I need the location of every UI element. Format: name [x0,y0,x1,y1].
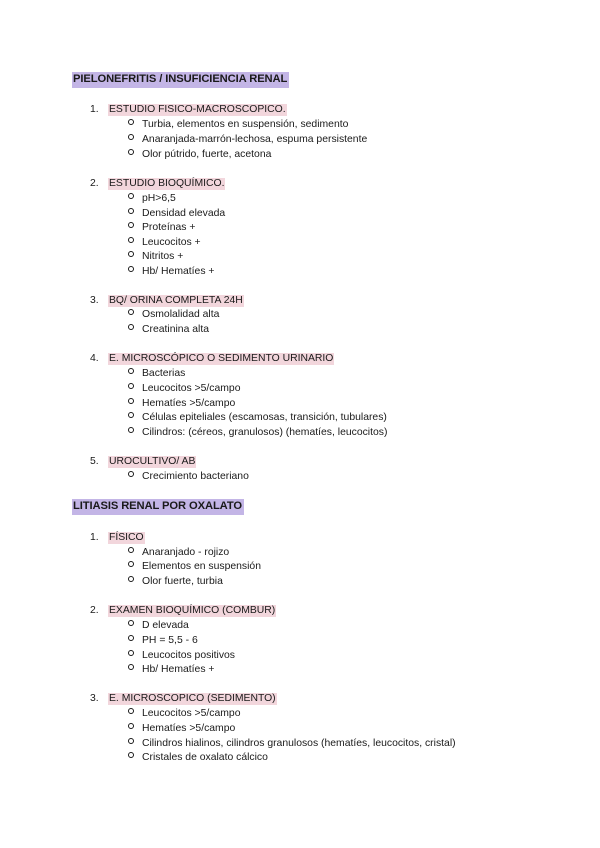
item-label: EXAMEN BIOQUÍMICO (COMBUR) [109,605,276,616]
list-item [128,192,176,205]
item-heading [90,692,277,705]
list-item-text: Turbia, elementos en suspensión, sedimento [142,119,349,130]
item-heading [90,177,225,190]
list-item-text: Cristales de oxalato cálcico [142,752,268,763]
item-label: ESTUDIO FISICO-MACROSCOPICO. [109,104,286,115]
list-item [128,560,261,573]
circle-bullet-icon [128,149,134,155]
section-title-pielonefritis: PIELONEFRITIS / INSUFICIENCIA RENAL [72,72,289,88]
item-label: BQ/ ORINA COMPLETA 24H [109,295,243,306]
list-item [128,133,367,146]
circle-bullet-icon [128,723,134,729]
list-item [128,634,198,647]
list-item [128,265,214,278]
list-item-text: Leucocitos positivos [142,650,235,661]
item-heading [90,103,287,116]
item-number: 2. [90,605,99,616]
circle-bullet-icon [128,471,134,477]
item-label: E. MICROSCOPICO (SEDIMENTO) [109,693,276,704]
list-item [128,308,219,321]
list-item-text: Densidad elevada [142,208,226,219]
circle-bullet-icon [128,752,134,758]
list-item-text: Elementos en suspensión [142,561,261,572]
circle-bullet-icon [128,237,134,243]
list-item [128,619,189,632]
circle-bullet-icon [128,251,134,257]
item-number: 2. [90,178,99,189]
list-item-text: Olor fuerte, turbia [142,576,223,587]
circle-bullet-icon [128,208,134,214]
circle-bullet-icon [128,708,134,714]
item-heading [90,531,145,544]
list-item [128,118,348,131]
list-item-text: Hematíes >5/campo [142,398,236,409]
list-item [128,737,456,750]
item-number: 3. [90,693,99,704]
list-item-text: Olor pútrido, fuerte, acetona [142,149,272,160]
list-item-text: Células epiteliales (escamosas, transición, tubulares) [142,412,387,423]
item-heading [90,352,334,365]
list-item [128,382,240,395]
item-label: FÍSICO [109,532,144,543]
circle-bullet-icon [128,561,134,567]
list-item [128,575,223,588]
list-item [128,663,214,676]
item-number: 1. [90,532,99,543]
list-item-text: Leucocitos >5/campo [142,383,241,394]
list-item-text: Hematíes >5/campo [142,723,236,734]
list-item [128,411,387,424]
item-heading [90,604,276,617]
circle-bullet-icon [128,620,134,626]
list-item [128,470,249,483]
section-title-litiasis: LITIASIS RENAL POR OXALATO [72,499,244,515]
list-item [128,323,209,336]
list-item-text: Bacterias [142,368,186,379]
list-item [128,426,387,439]
list-item-text: Anaranjada-marrón-lechosa, espuma persistente [142,134,368,145]
list-item-text: Hb/ Hematíes + [142,664,215,675]
item-label: E. MICROSCÓPICO O SEDIMENTO URINARIO [109,353,334,364]
circle-bullet-icon [128,119,134,125]
circle-bullet-icon [128,576,134,582]
circle-bullet-icon [128,738,134,744]
list-item [128,367,185,380]
list-item-text: Leucocitos + [142,237,201,248]
list-item [128,250,183,263]
item-number: 3. [90,295,99,306]
list-item [128,207,225,220]
list-item-text: PH = 5,5 - 6 [142,635,198,646]
list-item-text: Creatinina alta [142,324,210,335]
list-item-text: D elevada [142,620,189,631]
item-number: 4. [90,353,99,364]
list-item [128,148,271,161]
list-item-text: Anaranjado - rojizo [142,547,230,558]
circle-bullet-icon [128,427,134,433]
list-item-text: Cilindros hialinos, cilindros granulosos (hematíes, leucocitos, cristal) [142,738,456,749]
list-item-text: pH>6,5 [142,193,176,204]
list-item [128,707,240,720]
item-number: 1. [90,104,99,115]
circle-bullet-icon [128,412,134,418]
list-item-text: Osmolalidad alta [142,309,220,320]
circle-bullet-icon [128,309,134,315]
list-item [128,397,235,410]
list-item-text: Hb/ Hematíes + [142,266,215,277]
item-heading [90,455,196,468]
list-item [128,236,201,249]
circle-bullet-icon [128,650,134,656]
item-heading [90,294,244,307]
item-label: ESTUDIO BIOQUÍMICO. [109,178,225,189]
list-item [128,751,268,764]
list-item [128,649,235,662]
list-item [128,221,195,234]
list-item-text: Crecimiento bacteriano [142,471,249,482]
list-item-text: Nitritos + [142,251,184,262]
circle-bullet-icon [128,368,134,374]
circle-bullet-icon [128,193,134,199]
circle-bullet-icon [128,547,134,553]
item-number: 5. [90,456,99,467]
circle-bullet-icon [128,635,134,641]
circle-bullet-icon [128,664,134,670]
circle-bullet-icon [128,222,134,228]
circle-bullet-icon [128,134,134,140]
item-label: UROCULTIVO/ AB [109,456,196,467]
list-item-text: Cilindros: (céreos, granulosos) (hematíes, leucocitos) [142,427,388,438]
list-item [128,722,235,735]
circle-bullet-icon [128,398,134,404]
circle-bullet-icon [128,266,134,272]
circle-bullet-icon [128,383,134,389]
list-item-text: Leucocitos >5/campo [142,708,241,719]
circle-bullet-icon [128,324,134,330]
list-item [128,546,229,559]
list-item-text: Proteínas + [142,222,196,233]
